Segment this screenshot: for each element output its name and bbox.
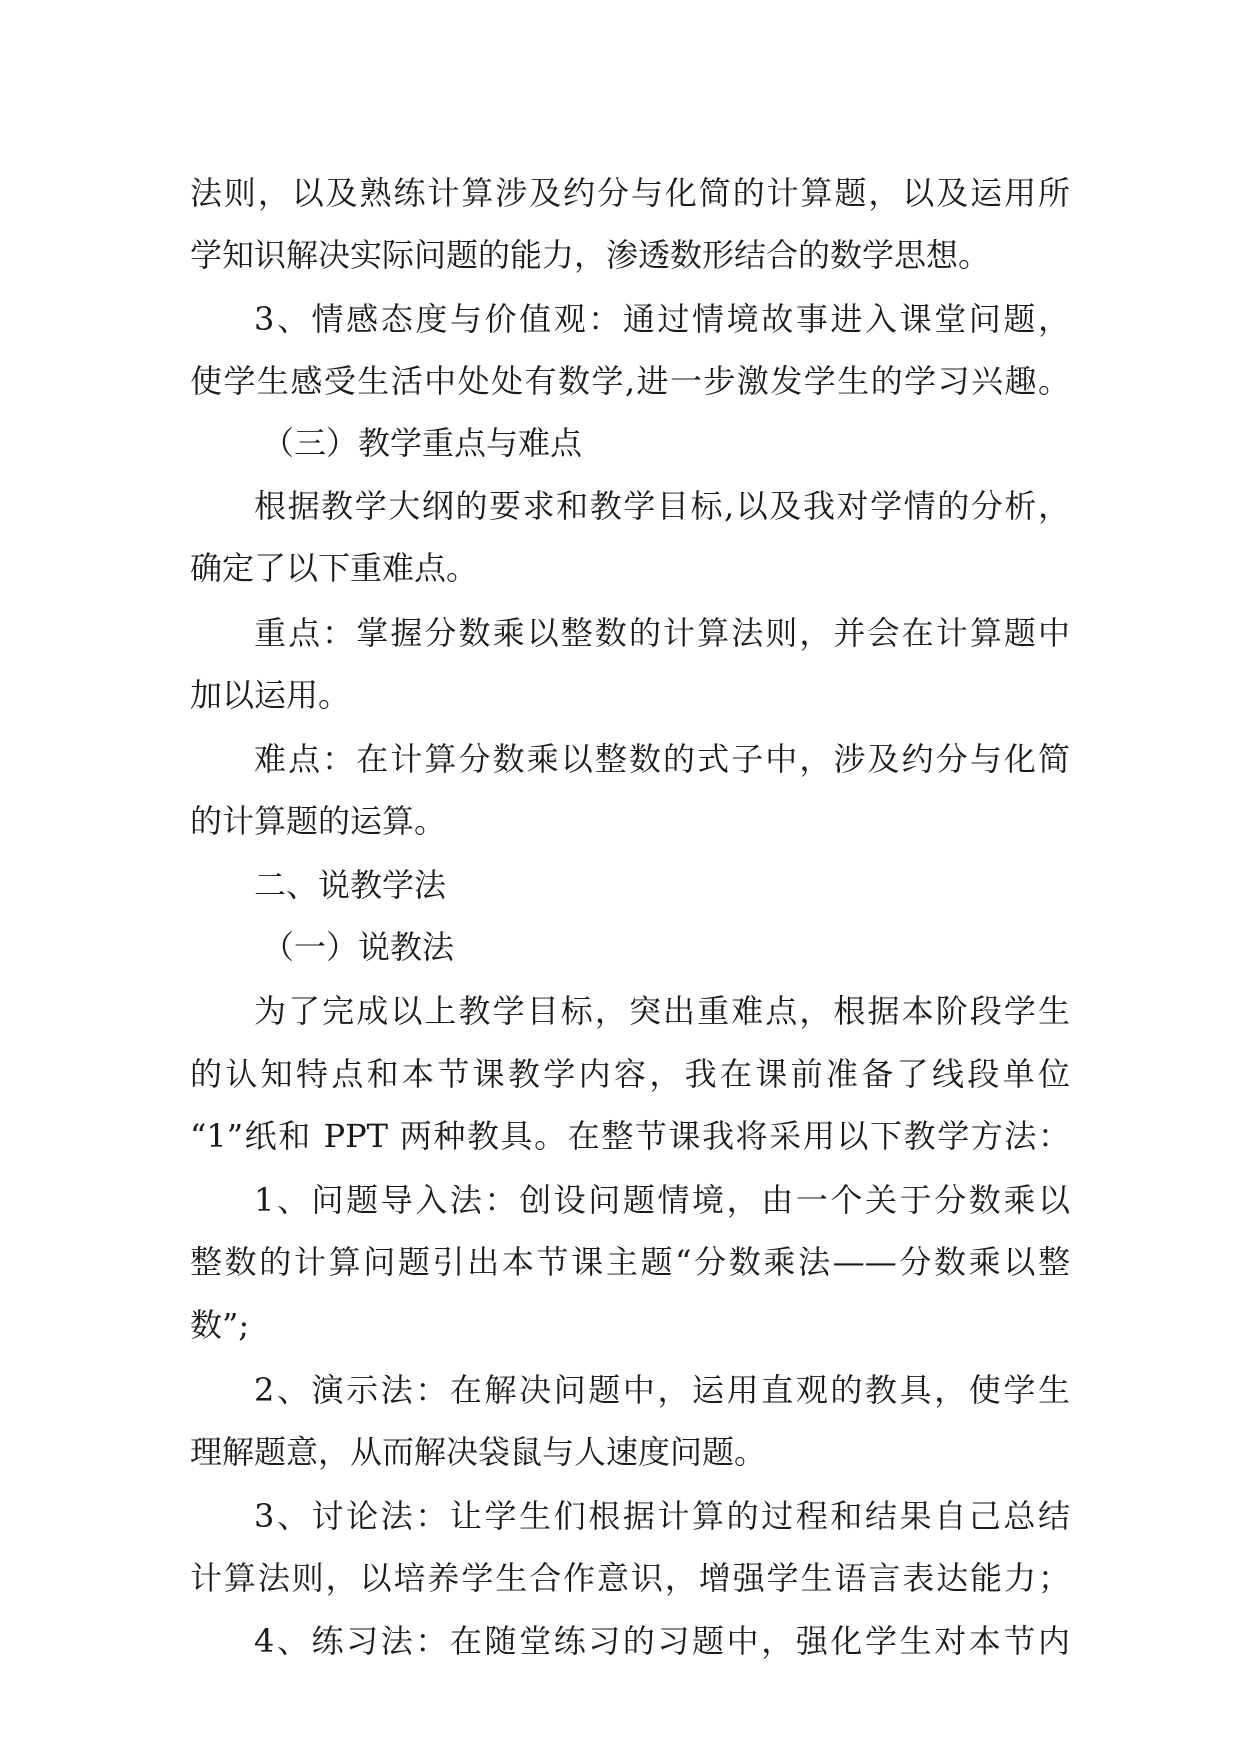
paragraph-line: 1、问题导入法：创设问题情境，由一个关于分数乘以 <box>254 1181 1070 1219</box>
paragraph-line: 难点：在计算分数乘以整数的式子中，涉及约分与化简 <box>254 740 1070 778</box>
paragraph-line: 3、情感态度与价值观：通过情境故事进入课堂问题， <box>254 300 1070 338</box>
section-heading: （三）教学重点与难点 <box>262 424 583 462</box>
paragraph-line: 法则，以及熟练计算涉及约分与化简的计算题，以及运用所 <box>190 174 1070 212</box>
paragraph-line: 重点：掌握分数乘以整数的计算法则，并会在计算题中 <box>254 614 1070 652</box>
paragraph-line: 根据教学大纲的要求和教学目标,以及我对学情的分析， <box>254 487 1070 525</box>
paragraph-line: 使学生感受生活中处处有数学,进一步激发学生的学习兴趣。 <box>190 362 1070 400</box>
paragraph-line: 的计算题的运算。 <box>190 802 447 840</box>
paragraph-line: 数”; <box>190 1306 250 1344</box>
paragraph-line: 3、讨论法：让学生们根据计算的过程和结果自己总结 <box>254 1497 1070 1535</box>
paragraph-line: “1”纸和 PPT 两种教具。在整节课我将采用以下教学方法： <box>190 1117 1070 1155</box>
section-heading: （一）说教法 <box>262 928 455 966</box>
paragraph-line: 学知识解决实际问题的能力，渗透数形结合的数学思想。 <box>190 236 991 274</box>
section-heading: 二、说教学法 <box>254 866 447 904</box>
paragraph-line: 为了完成以上教学目标，突出重难点，根据本阶段学生 <box>254 992 1070 1030</box>
paragraph-line: 确定了以下重难点。 <box>190 549 479 587</box>
paragraph-line: 加以运用。 <box>190 676 351 714</box>
paragraph-line: 的认知特点和本节课教学内容，我在课前准备了线段单位 <box>190 1055 1070 1093</box>
paragraph-line: 理解题意，从而解决袋鼠与人速度问题。 <box>190 1433 767 1471</box>
paragraph-line: 4、练习法：在随堂练习的习题中，强化学生对本节内 <box>254 1622 1070 1660</box>
paragraph-line: 2、演示法：在解决问题中，运用直观的教具，使学生 <box>254 1371 1070 1409</box>
paragraph-line: 整数的计算问题引出本节课主题“分数乘法——分数乘以整 <box>190 1243 1070 1281</box>
paragraph-line: 计算法则，以培养学生合作意识，增强学生语言表达能力； <box>190 1559 1070 1597</box>
